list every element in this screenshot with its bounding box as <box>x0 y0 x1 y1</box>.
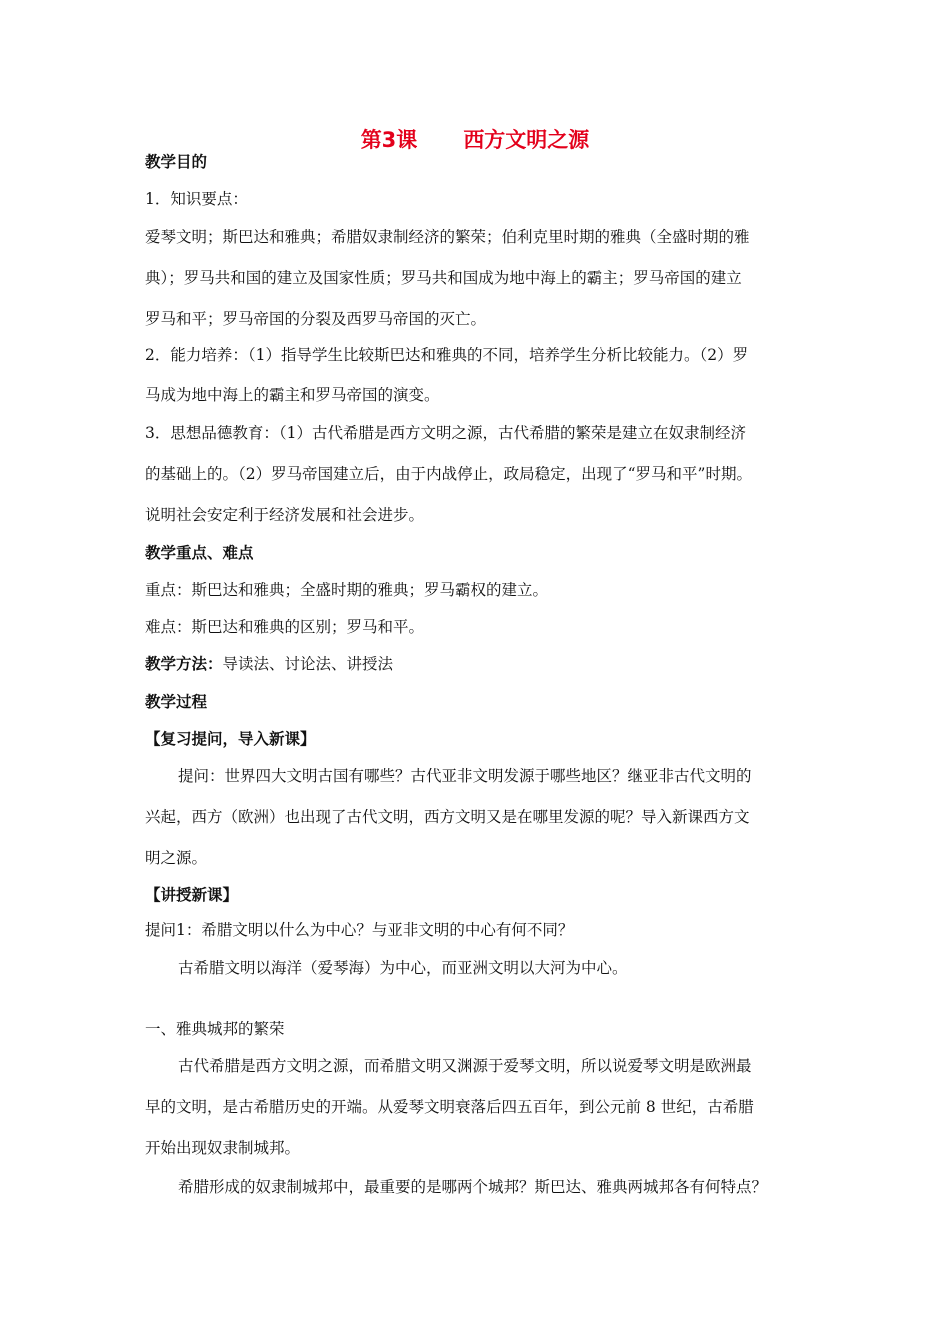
teach-heading: 【讲授新课】 <box>145 886 239 904</box>
section-1-para-2-line-1: 希腊形成的奴隶制城邦中，最重要的是哪两个城邦？斯巴达、雅典两城邦各有何特点？ <box>178 1178 768 1196</box>
review-line-2: 兴起，西方（欧洲）也出现了古代文明，西方文明又是在哪里发源的呢？导入新课西方文 <box>145 808 750 826</box>
answer-1: 古希腊文明以海洋（爱琴海）为中心，而亚洲文明以大河为中心。 <box>178 959 628 977</box>
key-points: 重点：斯巴达和雅典；全盛时期的雅典；罗马霸权的建立。 <box>145 581 549 599</box>
review-line-3: 明之源。 <box>145 849 208 867</box>
methods-value: 导读法、讨论法、讲授法 <box>222 655 394 673</box>
moral-line-3: 说明社会安定利于经济发展和社会进步。 <box>145 506 425 524</box>
knowledge-line-1: 爱琴文明；斯巴达和雅典；希腊奴隶制经济的繁荣；伯利克里时期的雅典（全盛时期的雅 <box>145 228 750 246</box>
page-title <box>0 124 950 154</box>
heading-process: 教学过程 <box>145 693 208 711</box>
methods-line <box>145 654 393 674</box>
knowledge-label: 1．知识要点： <box>145 190 248 208</box>
review-line-1: 提问：世界四大文明古国有哪些？古代亚非文明发源于哪些地区？继亚非古代文明的 <box>178 767 752 785</box>
knowledge-line-2: 典）；罗马共和国的建立及国家性质；罗马共和国成为地中海上的霸主；罗马帝国的建立 <box>145 269 742 287</box>
section-1-para-1-line-2: 早的文明，是古希腊历史的开端。从爱琴文明衰落后四五百年，到公元前 8 世纪，古希腊 <box>145 1098 754 1116</box>
review-heading: 【复习提问，导入新课】 <box>145 730 316 748</box>
section-1-para-1-line-1: 古代希腊是西方文明之源，而希腊文明又渊源于爱琴文明，所以说爱琴文明是欧洲最 <box>178 1057 752 1075</box>
ability-line-1: 2．能力培养：（1）指导学生比较斯巴达和雅典的不同，培养学生分析比较能力。（2）罗 <box>145 346 749 364</box>
heading-objectives: 教学目的 <box>145 153 208 171</box>
lesson-number: 第3课 <box>360 128 418 152</box>
section-1-title: 一、雅典城邦的繁荣 <box>145 1020 285 1038</box>
difficulties: 难点：斯巴达和雅典的区别；罗马和平。 <box>145 618 425 636</box>
question-1: 提问1：希腊文明以什么为中心？与亚非文明的中心有何不同？ <box>145 921 574 939</box>
heading-keypoints: 教学重点、难点 <box>145 544 254 562</box>
methods-label: 教学方法： <box>145 655 223 673</box>
moral-line-1: 3．思想品德教育：（1）古代希腊是西方文明之源，古代希腊的繁荣是建立在奴隶制经济 <box>145 424 746 442</box>
knowledge-line-3: 罗马和平；罗马帝国的分裂及西罗马帝国的灭亡。 <box>145 310 487 328</box>
lesson-name: 西方文明之源 <box>463 128 590 152</box>
section-1-para-1-line-3: 开始出现奴隶制城邦。 <box>145 1139 301 1157</box>
moral-line-2: 的基础上的。（2）罗马帝国建立后，由于内战停止，政局稳定，出现了“罗马和平”时期。 <box>145 465 752 483</box>
ability-line-2: 马成为地中海上的霸主和罗马帝国的演变。 <box>145 386 440 404</box>
